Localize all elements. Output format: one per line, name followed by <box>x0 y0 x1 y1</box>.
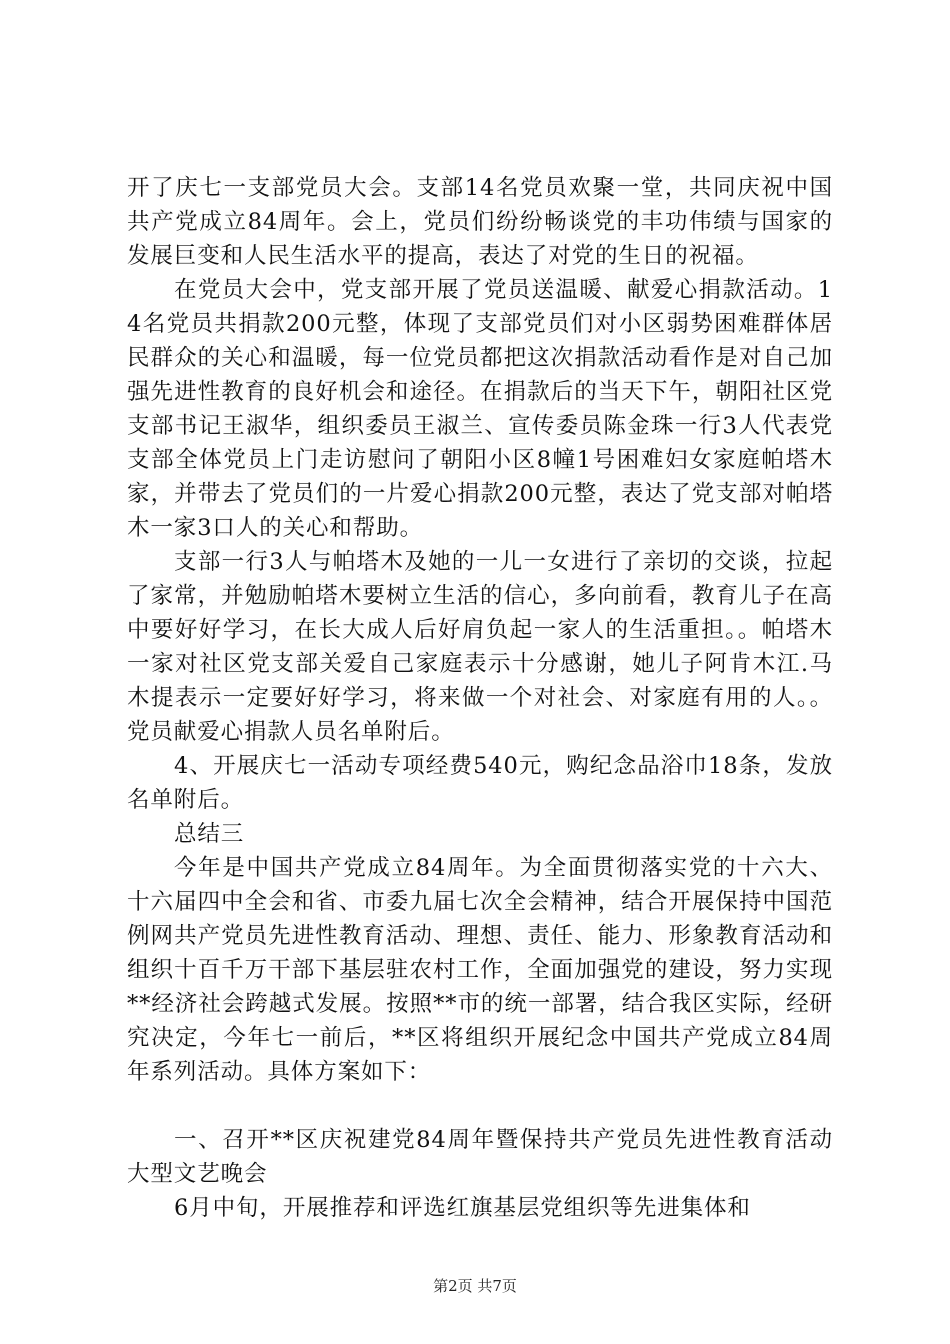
subheading-1: 一、召开**区庆祝建党84周年暨保持共产党员先进性教育活动大型文艺晚会 <box>127 1127 833 1187</box>
document-body <box>127 171 833 1225</box>
paragraph-5: 今年是中国共产党成立84周年。为全面贯彻落实党的十六大、十六届四中全会和省、市委九届七次全会精神，结合开展保持中国范例网共产党员先进性教育活动、理想、责任、能力、形象教育活动和组织十百千万干部下基层驻农村工作，全面加强党的建设，努力实现**经济社会跨越式发展。按照**市的统一部署，结合我区实际，经研究决定，今年七一前后，**区将组织开展纪念中国共产党成立84周年系列活动。具体方案如下： <box>127 855 833 1085</box>
paragraph-3: 支部一行3人与帕塔木及她的一儿一女进行了亲切的交谈，拉起了家常，并勉励帕塔木要树立生活的信心，多向前看，教育儿子在高中要好好学习，在长大成人后好肩负起一家人的生活重担。。帕塔木一家对社区党支部关爱自己家庭表示十分感谢，她儿子阿肯木江.马木提表示一定要好好学习，将来做一个对社会、对家庭有用的人。。党员献爱心捐款人员名单附后。 <box>127 549 833 745</box>
page-footer: 第2页 共7页 <box>433 1277 517 1295</box>
paragraph-1: 开了庆七一支部党员大会。支部14名党员欢聚一堂，共同庆祝中国共产党成立84周年。会上，党员们纷纷畅谈党的丰功伟绩与国家的发展巨变和人民生活水平的提高，表达了对党的生日的祝福。 <box>127 175 833 269</box>
paragraph-2: 在党员大会中，党支部开展了党员送温暖、献爱心捐款活动。14名党员共捐款200元整，体现了支部党员们对小区弱势困难群体居民群众的关心和温暖，每一位党员都把这次捐款活动看作是对自己加强先进性教育的良好机会和途径。在捐款后的当天下午，朝阳社区党支部书记王淑华，组织委员王淑兰、宣传委员陈金珠一行3人代表党支部全体党员上门走访慰问了朝阳小区8幢1号困难妇女家庭帕塔木家，并带去了党员们的一片爱心捐款200元整，表达了党支部对帕塔木一家3口人的关心和帮助。 <box>127 277 833 541</box>
paragraph-4: 4、开展庆七一活动专项经费540元，购纪念品浴巾18条，发放名单附后。 <box>127 753 833 813</box>
paragraph-6: 6月中旬，开展推荐和评选红旗基层党组织等先进集体和 <box>174 1195 751 1221</box>
section-heading: 总结三 <box>174 821 245 847</box>
